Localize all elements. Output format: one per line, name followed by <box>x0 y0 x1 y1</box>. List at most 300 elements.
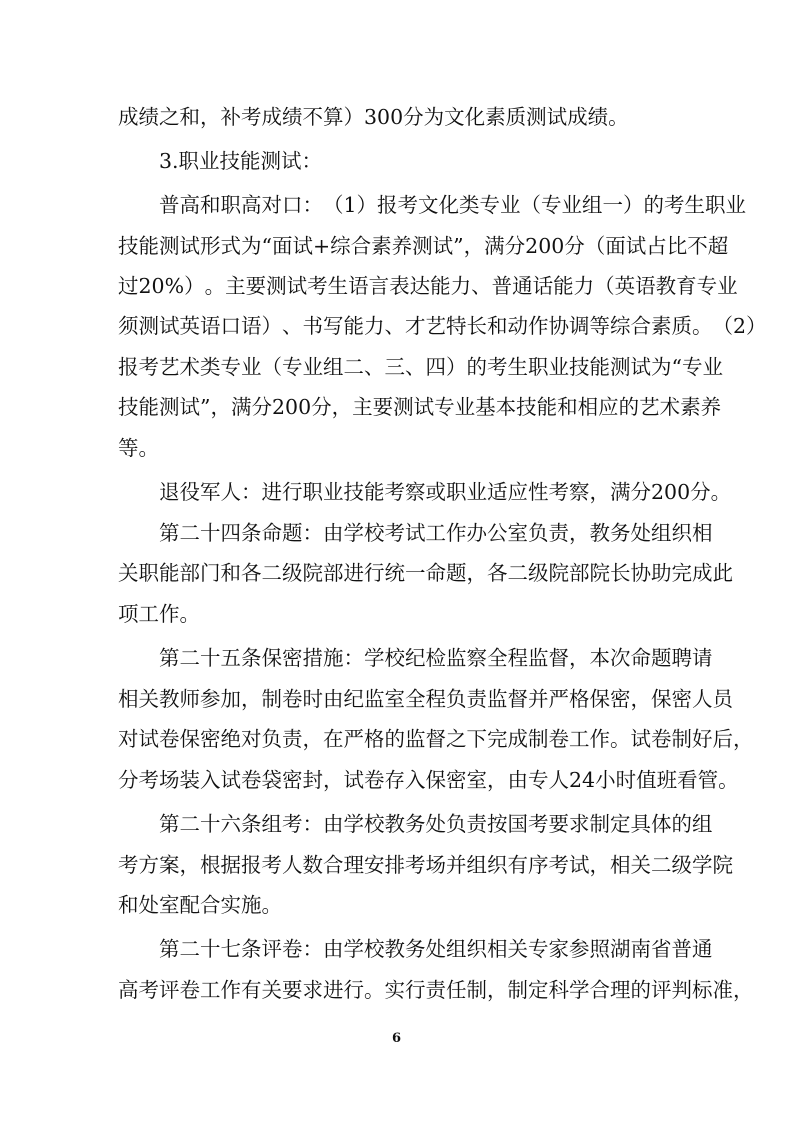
glyph: 作 <box>528 314 549 338</box>
glyph: 卷 <box>548 727 569 751</box>
glyph: ， <box>487 768 508 792</box>
glyph: 。 <box>204 274 226 298</box>
glyph: “ <box>671 355 682 379</box>
glyph: 密 <box>200 727 221 751</box>
text-line <box>0 970 793 1010</box>
glyph: 育 <box>676 274 697 298</box>
glyph: 面 <box>271 234 293 258</box>
glyph: 工 <box>200 978 221 1002</box>
glyph: 级 <box>528 561 549 585</box>
glyph: 过 <box>118 274 139 298</box>
glyph: 评 <box>159 978 180 1002</box>
glyph: 统 <box>384 561 405 585</box>
glyph: 室 <box>466 768 487 792</box>
glyph: 高 <box>118 978 139 1002</box>
glyph: 。 <box>610 727 631 751</box>
glyph: 督 <box>507 687 528 711</box>
glyph: 湖 <box>610 937 631 961</box>
glyph: 措 <box>302 646 323 670</box>
glyph: 的 <box>630 978 651 1002</box>
glyph: 四 <box>425 355 446 379</box>
glyph: 写 <box>323 314 344 338</box>
glyph: 考 <box>138 355 159 379</box>
glyph: 试 <box>405 521 426 545</box>
glyph: ： <box>302 521 323 545</box>
glyph: 普 <box>671 937 692 961</box>
glyph: 省 <box>651 937 672 961</box>
glyph: 格 <box>569 687 590 711</box>
glyph: 、 <box>364 355 385 379</box>
glyph: 分 <box>311 395 332 419</box>
glyph: 高 <box>241 193 262 217</box>
glyph: 2 <box>733 314 747 338</box>
line-content <box>118 760 739 800</box>
glyph: 长 <box>610 561 631 585</box>
glyph: 生 <box>327 274 349 298</box>
glyph: 值 <box>636 768 657 792</box>
glyph: 场 <box>159 768 180 792</box>
glyph: 能 <box>589 355 610 379</box>
glyph: 养 <box>700 395 722 419</box>
glyph: 综 <box>610 314 631 338</box>
text-line <box>0 679 793 719</box>
glyph: 时 <box>302 687 323 711</box>
glyph: 素 <box>651 314 672 338</box>
text-line <box>0 719 793 759</box>
glyph: 应 <box>598 395 619 419</box>
glyph: ， <box>323 768 344 792</box>
glyph: 考 <box>118 853 139 877</box>
glyph: 形 <box>200 234 221 258</box>
glyph: 之 <box>446 727 467 751</box>
glyph: 占 <box>646 234 667 258</box>
glyph: 理 <box>343 853 364 877</box>
glyph: ） <box>184 274 205 298</box>
glyph: （ <box>712 314 733 338</box>
glyph: 专 <box>696 274 718 298</box>
glyph: 相 <box>118 687 139 711</box>
glyph: 、 <box>282 314 303 338</box>
line-content: 和处室配合实施。 <box>118 893 282 917</box>
glyph: 业 <box>454 395 476 419</box>
glyph: 对 <box>261 193 282 217</box>
glyph: 据 <box>220 853 241 877</box>
glyph: 制 <box>466 978 487 1002</box>
glyph: 加 <box>220 687 241 711</box>
glyph: 普 <box>491 274 513 298</box>
glyph: 督 <box>548 646 569 670</box>
glyph: 语 <box>635 274 656 298</box>
glyph: 卷 <box>282 687 303 711</box>
glyph: 由 <box>507 768 528 792</box>
glyph: 进 <box>323 978 344 1002</box>
glyph: 试 <box>569 853 590 877</box>
line-content <box>118 845 733 885</box>
glyph: 办 <box>466 521 487 545</box>
glyph: 能 <box>430 274 451 298</box>
glyph: 按 <box>487 812 508 836</box>
glyph: （ <box>584 234 606 258</box>
glyph: 教 <box>384 937 405 961</box>
glyph: 专 <box>528 768 549 792</box>
glyph: 题 <box>446 561 467 585</box>
glyph: 排 <box>384 853 405 877</box>
glyph: 有 <box>241 978 262 1002</box>
glyph: 保 <box>589 687 610 711</box>
glyph: 第 <box>159 812 180 836</box>
glyph: 数 <box>302 853 323 877</box>
line-content: 3.职业技能测试： <box>159 149 323 173</box>
glyph: ， <box>466 561 487 585</box>
glyph: 程 <box>425 687 446 711</box>
glyph: 体 <box>651 812 672 836</box>
glyph: 为 <box>241 234 262 258</box>
glyph: 类 <box>459 193 480 217</box>
glyph: 条 <box>241 937 262 961</box>
glyph: 试 <box>220 768 241 792</box>
line-content <box>159 513 713 553</box>
glyph: 严 <box>548 687 569 711</box>
glyph: 职 <box>528 355 549 379</box>
glyph: 考 <box>384 521 405 545</box>
glyph: 关 <box>138 687 159 711</box>
glyph: 学 <box>343 812 364 836</box>
glyph: 报 <box>241 853 262 877</box>
line-content <box>118 266 738 306</box>
line-content <box>118 553 733 593</box>
glyph: 学 <box>692 853 713 877</box>
glyph: 组 <box>466 853 487 877</box>
glyph: 条 <box>241 521 262 545</box>
glyph: 业 <box>561 193 583 217</box>
glyph: 。 <box>718 768 739 792</box>
glyph: 教 <box>159 687 180 711</box>
glyph: 员 <box>712 687 733 711</box>
glyph: 技 <box>569 355 590 379</box>
glyph: 为 <box>651 355 672 379</box>
glyph: 业 <box>725 193 747 217</box>
glyph: 责 <box>425 978 446 1002</box>
glyph: 密 <box>282 646 303 670</box>
glyph: 生 <box>684 193 706 217</box>
line-content <box>118 387 722 427</box>
glyph: 和 <box>200 193 221 217</box>
glyph: 师 <box>179 687 200 711</box>
glyph: 书 <box>302 314 323 338</box>
glyph: 工 <box>569 727 590 751</box>
glyph: 进 <box>343 561 364 585</box>
glyph: 纪 <box>343 687 364 711</box>
glyph: 一 <box>405 561 426 585</box>
glyph: 封 <box>302 768 323 792</box>
glyph: 组 <box>692 812 713 836</box>
glyph: “ <box>261 234 272 258</box>
glyph: 二 <box>343 355 364 379</box>
glyph: 监 <box>446 646 467 670</box>
glyph: 组 <box>582 193 603 217</box>
text-line <box>0 97 793 137</box>
glyph: 要 <box>548 812 569 836</box>
glyph: 由 <box>323 812 344 836</box>
glyph: 标 <box>692 978 713 1002</box>
glyph: 织 <box>466 937 487 961</box>
glyph: 密 <box>671 687 692 711</box>
text-line <box>0 226 793 266</box>
glyph: 看 <box>677 768 698 792</box>
glyph: 本 <box>589 646 610 670</box>
glyph: 专 <box>541 193 562 217</box>
line-content <box>159 929 713 969</box>
glyph: 二 <box>179 646 200 670</box>
glyph: 判 <box>671 978 692 1002</box>
glyph: 试 <box>413 395 435 419</box>
glyph: 卷 <box>159 727 180 751</box>
glyph: 动 <box>507 314 528 338</box>
text-line <box>0 885 793 925</box>
glyph: 和 <box>220 561 241 585</box>
glyph: 织 <box>487 853 508 877</box>
glyph: 语 <box>241 314 262 338</box>
text-line <box>0 428 793 468</box>
glyph: 二 <box>651 853 672 877</box>
glyph: 此 <box>712 561 733 585</box>
glyph: 人 <box>548 768 569 792</box>
glyph: 五 <box>220 646 241 670</box>
glyph: 的 <box>618 395 640 419</box>
glyph: 班 <box>656 768 678 792</box>
glyph: 调 <box>569 314 590 338</box>
glyph: 助 <box>651 561 672 585</box>
glyph: 全 <box>487 646 508 670</box>
glyph: 考 <box>664 193 685 217</box>
glyph: 通 <box>512 274 533 298</box>
glyph: 合 <box>589 978 610 1002</box>
glyph: 院 <box>302 561 323 585</box>
glyph: 评 <box>261 937 282 961</box>
glyph: 关 <box>507 937 528 961</box>
glyph: 组 <box>323 355 344 379</box>
text-line <box>0 638 793 678</box>
glyph: 聘 <box>671 646 692 670</box>
glyph: 协 <box>548 314 569 338</box>
glyph: 准 <box>712 978 733 1002</box>
glyph: ， <box>589 853 610 877</box>
glyph: 题 <box>282 521 303 545</box>
glyph: 试 <box>343 768 364 792</box>
glyph: 国 <box>507 812 528 836</box>
glyph: 艺 <box>425 314 446 338</box>
glyph: 职 <box>220 193 241 217</box>
glyph: 通 <box>692 937 713 961</box>
glyph: 艺 <box>639 395 660 419</box>
glyph: 考 <box>261 853 282 877</box>
glyph: 本 <box>495 395 517 419</box>
glyph: 相 <box>610 853 631 877</box>
glyph: 纪 <box>405 646 426 670</box>
glyph: 任 <box>446 978 467 1002</box>
glyph: 制 <box>261 687 282 711</box>
glyph: 二 <box>179 937 200 961</box>
glyph: 处 <box>630 521 651 545</box>
glyph: ） <box>261 314 282 338</box>
glyph: ” <box>200 395 211 419</box>
glyph: 并 <box>446 853 467 877</box>
glyph: ， <box>487 978 508 1002</box>
glyph: 英 <box>614 274 636 298</box>
glyph: ） <box>623 193 644 217</box>
glyph: ） <box>446 355 467 379</box>
glyph: 处 <box>425 812 446 836</box>
glyph: 组 <box>446 937 467 961</box>
glyph: 室 <box>507 521 528 545</box>
glyph: 施 <box>323 646 344 670</box>
glyph: ， <box>733 727 754 751</box>
glyph: 各 <box>487 561 508 585</box>
glyph: 入 <box>200 768 221 792</box>
page-number: 6 <box>391 1031 402 1046</box>
glyph: 行 <box>405 978 426 1002</box>
glyph: 务 <box>405 937 426 961</box>
glyph: 职 <box>705 193 726 217</box>
glyph: 卷 <box>282 937 303 961</box>
glyph: 关 <box>261 978 282 1002</box>
glyph: 根 <box>200 853 221 877</box>
glyph: 二 <box>179 812 200 836</box>
glyph: 测 <box>610 355 631 379</box>
glyph: 技 <box>516 395 537 419</box>
glyph: 十 <box>200 812 221 836</box>
glyph: 命 <box>630 646 651 670</box>
glyph: 院 <box>712 853 733 877</box>
glyph: 专 <box>528 937 549 961</box>
glyph: 。 <box>692 314 713 338</box>
glyph: 存 <box>384 768 405 792</box>
glyph: 业 <box>548 355 569 379</box>
glyph: 时 <box>615 768 637 792</box>
glyph: 须 <box>118 314 139 338</box>
glyph: 和 <box>487 314 508 338</box>
glyph: 专 <box>282 355 303 379</box>
text-line <box>0 141 793 181</box>
glyph: 业 <box>500 193 521 217</box>
glyph: 测 <box>412 234 433 258</box>
glyph: 专 <box>220 355 241 379</box>
glyph: 参 <box>200 687 221 711</box>
glyph: 报 <box>118 355 139 379</box>
glyph: 测 <box>159 234 180 258</box>
glyph: 督 <box>425 727 446 751</box>
glyph: 完 <box>487 727 508 751</box>
text-line <box>0 387 793 427</box>
glyph: 。 <box>364 978 385 1002</box>
glyph: ， <box>733 978 754 1002</box>
glyph: 察 <box>466 646 487 670</box>
glyph: 能 <box>343 314 364 338</box>
line-content <box>118 970 754 1010</box>
glyph: 主 <box>352 395 373 419</box>
glyph: 教 <box>589 521 610 545</box>
glyph: 题 <box>651 646 672 670</box>
glyph: ” <box>453 234 464 258</box>
glyph: 保 <box>425 768 446 792</box>
glyph: ： <box>302 937 323 961</box>
glyph: 理 <box>610 978 631 1002</box>
glyph: 校 <box>384 646 405 670</box>
glyph: 实 <box>384 978 405 1002</box>
glyph: 部 <box>569 561 590 585</box>
glyph: 考 <box>405 853 426 877</box>
glyph: 测 <box>266 274 287 298</box>
glyph: ， <box>210 395 231 419</box>
glyph: 组 <box>261 812 282 836</box>
glyph: 教 <box>655 274 677 298</box>
glyph: 200 <box>271 395 312 419</box>
glyph: 考 <box>138 978 159 1002</box>
glyph: 达 <box>409 274 431 298</box>
glyph: 200 <box>525 234 565 258</box>
glyph: 分 <box>504 234 526 258</box>
glyph: ） <box>356 193 378 217</box>
glyph: 制 <box>589 812 610 836</box>
glyph: 专 <box>681 355 703 379</box>
glyph: 监 <box>364 687 385 711</box>
glyph: 求 <box>569 812 590 836</box>
glyph: 保 <box>651 687 672 711</box>
glyph: 管 <box>697 768 719 792</box>
glyph: 工 <box>425 521 446 545</box>
glyph: 综 <box>330 234 351 258</box>
glyph: 有 <box>507 853 528 877</box>
glyph: 四 <box>220 521 241 545</box>
glyph: 袋 <box>261 768 282 792</box>
glyph: 素 <box>680 395 701 419</box>
glyph: 卷 <box>364 768 385 792</box>
glyph: 语 <box>200 314 221 338</box>
glyph: 的 <box>384 727 405 751</box>
glyph: 负 <box>446 812 467 836</box>
glyph: 试 <box>138 727 159 751</box>
glyph: ， <box>569 521 590 545</box>
glyph: 家 <box>548 937 569 961</box>
glyph: 考 <box>307 274 328 298</box>
glyph: 要 <box>245 274 267 298</box>
glyph: 定 <box>610 812 631 836</box>
glyph: 求 <box>302 978 323 1002</box>
glyph: 负 <box>528 521 549 545</box>
glyph: 各 <box>241 561 262 585</box>
glyph: 责 <box>466 812 487 836</box>
glyph: 考 <box>138 768 159 792</box>
glyph: 参 <box>569 937 590 961</box>
glyph: 分 <box>564 234 585 258</box>
glyph: 、 <box>384 314 405 338</box>
glyph: 责 <box>466 687 487 711</box>
glyph: 院 <box>548 561 569 585</box>
glyph: 务 <box>405 812 426 836</box>
glyph: 能 <box>138 234 159 258</box>
glyph: 试 <box>159 314 180 338</box>
glyph: 命 <box>261 521 282 545</box>
glyph: 关 <box>630 853 651 877</box>
glyph: 考 <box>282 812 303 836</box>
glyph: 考 <box>528 812 549 836</box>
glyph: 请 <box>692 646 713 670</box>
glyph: 命 <box>425 561 446 585</box>
glyph: 报 <box>377 193 398 217</box>
glyph: 、 <box>405 355 426 379</box>
glyph: 入 <box>405 768 426 792</box>
glyph: 格 <box>364 727 385 751</box>
